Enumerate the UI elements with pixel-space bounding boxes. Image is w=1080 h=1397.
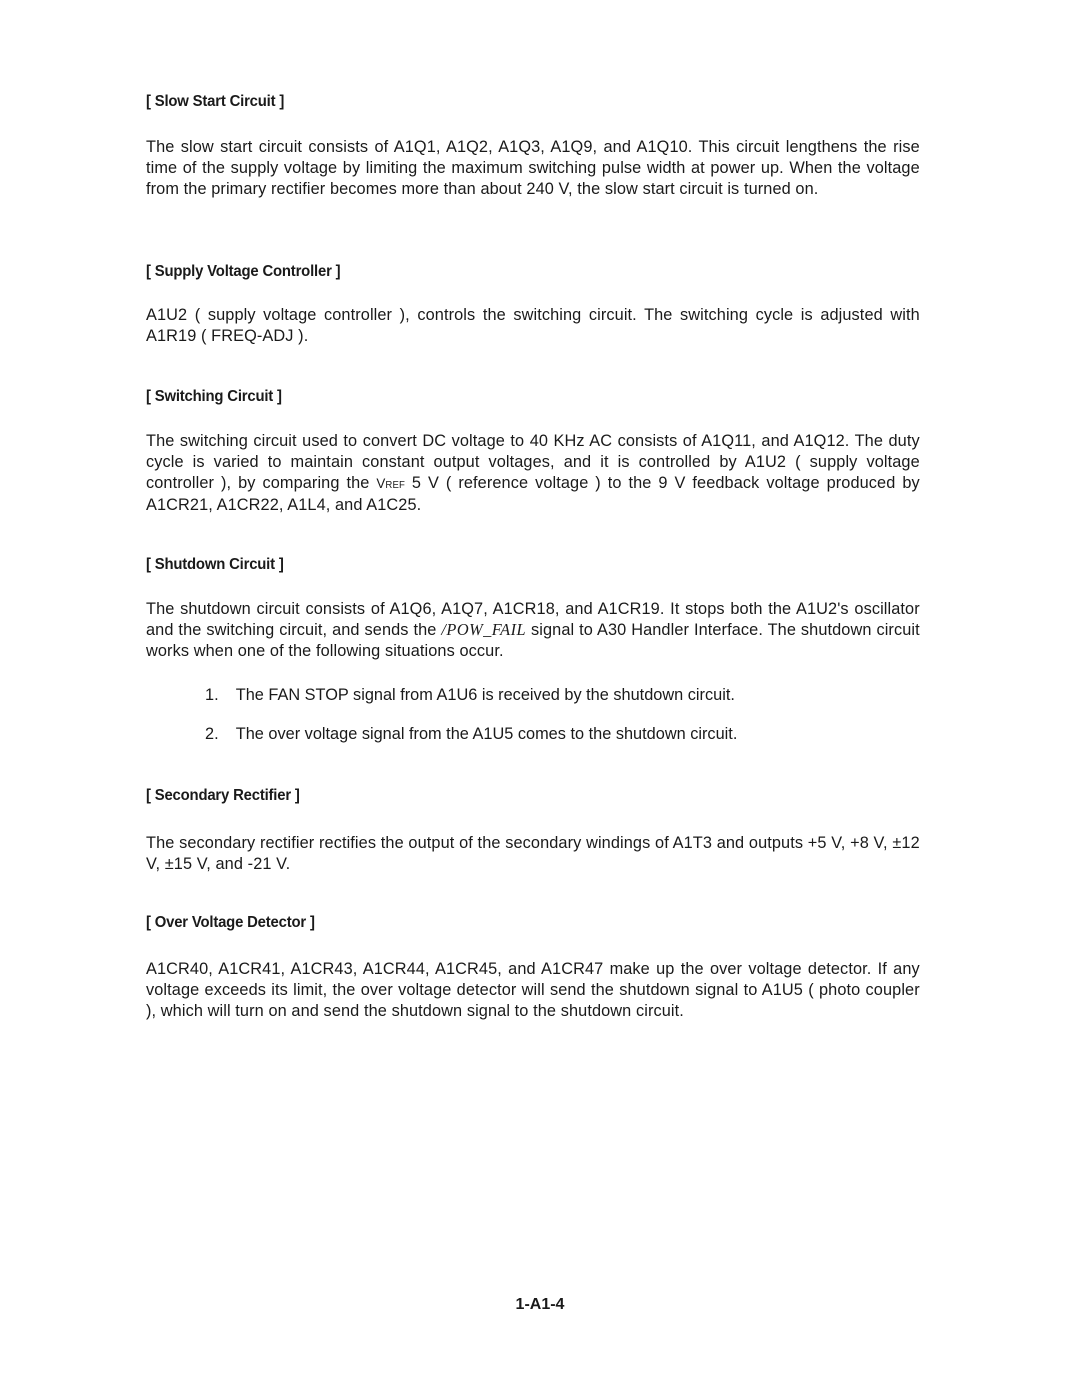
list-number: 1. [205,685,219,704]
section-over-voltage-detector [146,913,918,933]
section-supply-voltage-body [146,304,918,346]
section-over-voltage-body [146,958,918,1021]
section-heading: [ Slow Start Circuit ] [146,93,285,110]
section-shutdown-circuit [146,555,918,575]
vref-label: Vref [376,475,405,491]
pow-fail-signal: /POW_FAIL [441,620,527,639]
paragraph-text: signal to A30 Handler Interface. The shutdown circuit works when one of the following situations occur. [146,620,920,660]
section-paragraph: A1CR40, A1CR41, A1CR43, A1CR44, A1CR45, and A1CR47 make up the over voltage detector. If any voltage exceeds its limit, the over voltage detector will send the shutdown signal to A1U5 ( photo coupler ), which will turn on and send the shutdown signal to the shutdown circuit. [146,959,920,1020]
section-supply-voltage-controller [146,262,918,282]
section-heading: [ Over Voltage Detector ] [146,914,315,931]
section-paragraph: The secondary rectifier rectifies the output of the secondary windings of A1T3 and outputs +5 V, +8 V, ±12 V, ±15 V, and -21 V. [146,833,920,873]
list-text: The over voltage signal from the A1U5 comes to the shutdown circuit. [235,724,738,743]
section-shutdown-body [146,598,918,661]
paragraph-text: The switching circuit used to convert DC voltage to 40 KHz AC consists of A1Q11, and A1Q12. The duty cycle is varied to maintain constant output voltages, and it is controlled by A1U2 ( supply voltage controller ), by comparing the [146,431,920,492]
list-item [205,684,839,705]
list-text: The FAN STOP signal from A1U6 is received by the shutdown circuit. [235,685,735,704]
section-switching-body [146,430,918,515]
section-slow-start-body [146,136,918,199]
section-heading: [ Supply Voltage Controller ] [146,263,341,280]
section-heading: [ Secondary Rectifier ] [146,787,300,804]
section-paragraph: A1U2 ( supply voltage controller ), controls the switching circuit. The switching cycle is adjusted with A1R19 ( FREQ-ADJ ). [146,305,920,345]
section-secondary-rectifier-body [146,832,918,874]
paragraph-text: The shutdown circuit consists of A1Q6, A1Q7, A1CR18, and A1CR19. It stops both the A1U2's oscillator and the switching circuit, and sends the [146,599,920,639]
section-slow-start-circuit [146,92,918,112]
section-heading: [ Switching Circuit ] [146,388,282,405]
list-number: 2. [205,724,219,743]
section-paragraph [146,598,920,661]
page-number: 1-A1-4 [515,1296,565,1313]
list-item [205,723,839,744]
section-heading: [ Shutdown Circuit ] [146,556,284,573]
section-switching-circuit [146,387,918,407]
section-paragraph: The slow start circuit consists of A1Q1, A1Q2, A1Q3, A1Q9, and A1Q10. This circuit lengthens the rise time of the supply voltage by limiting the maximum switching pulse width at power up. When the voltage from the primary rectifier becomes more than about 240 V, the slow start circuit is turned on. [146,137,920,198]
section-secondary-rectifier [146,786,918,806]
shutdown-conditions-list [205,684,865,762]
section-paragraph [146,430,920,515]
paragraph-text: 5 V ( reference voltage ) to the 9 V feedback voltage produced by A1CR21, A1CR22, A1L4, and A1C25. [146,473,920,514]
